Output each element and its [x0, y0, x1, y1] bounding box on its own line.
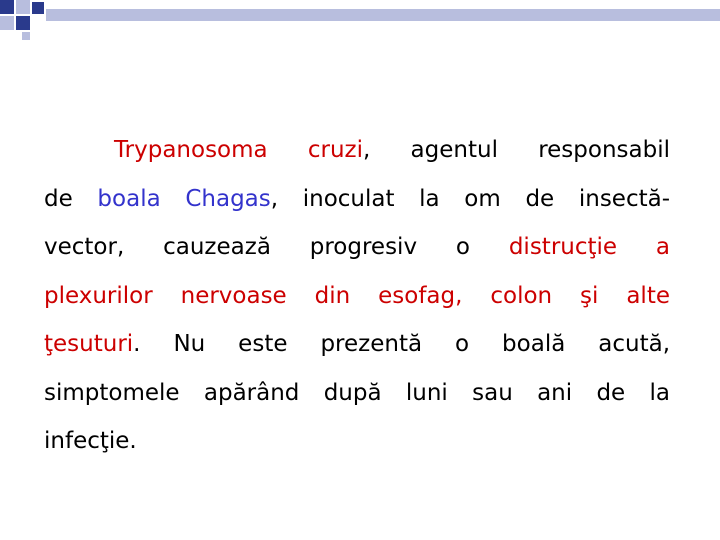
paragraph-line-5 — [44, 320, 670, 369]
paragraph-line-2 — [44, 175, 670, 224]
term-distructie: distrucţie a — [508, 234, 670, 260]
decor-square-light-3 — [22, 32, 30, 40]
paragraph-line-6 — [44, 369, 670, 418]
corner-decoration — [0, 0, 720, 40]
line-2-text: , inoculat la om de insectă- — [270, 185, 671, 212]
line-2-prefix: de — [44, 185, 98, 212]
line-1-text: , agentul responsabil — [363, 137, 670, 163]
term-trypanosoma-cruzi: Trypanosoma cruzi — [114, 137, 364, 163]
decor-square-light-2 — [0, 16, 14, 30]
term-boala-chagas: boala Chagas — [97, 185, 271, 212]
line-6-text: simptomele apărând după luni sau ani de la — [44, 379, 670, 406]
decor-square-dark-1 — [0, 0, 14, 14]
paragraph-line-4 — [44, 272, 670, 321]
decor-square-dark-3 — [32, 2, 44, 14]
line-7-text: infecţie. — [44, 428, 137, 454]
slide-paragraph — [44, 126, 670, 466]
paragraph-line-3 — [44, 223, 670, 272]
paragraph-line-1 — [44, 126, 670, 175]
decor-bar — [46, 9, 720, 21]
term-plexurilor: plexurilor nervoase din esofag, colon şi alte — [44, 282, 670, 309]
term-tesuturi: ţesuturi — [44, 331, 134, 357]
line-5-text: . Nu este prezentă o boală acută, — [133, 331, 670, 357]
paragraph-line-7 — [44, 417, 670, 466]
decor-square-dark-2 — [16, 16, 30, 30]
decor-square-light-1 — [16, 0, 30, 14]
line-3-text: vector, cauzează progresiv o — [44, 234, 509, 260]
